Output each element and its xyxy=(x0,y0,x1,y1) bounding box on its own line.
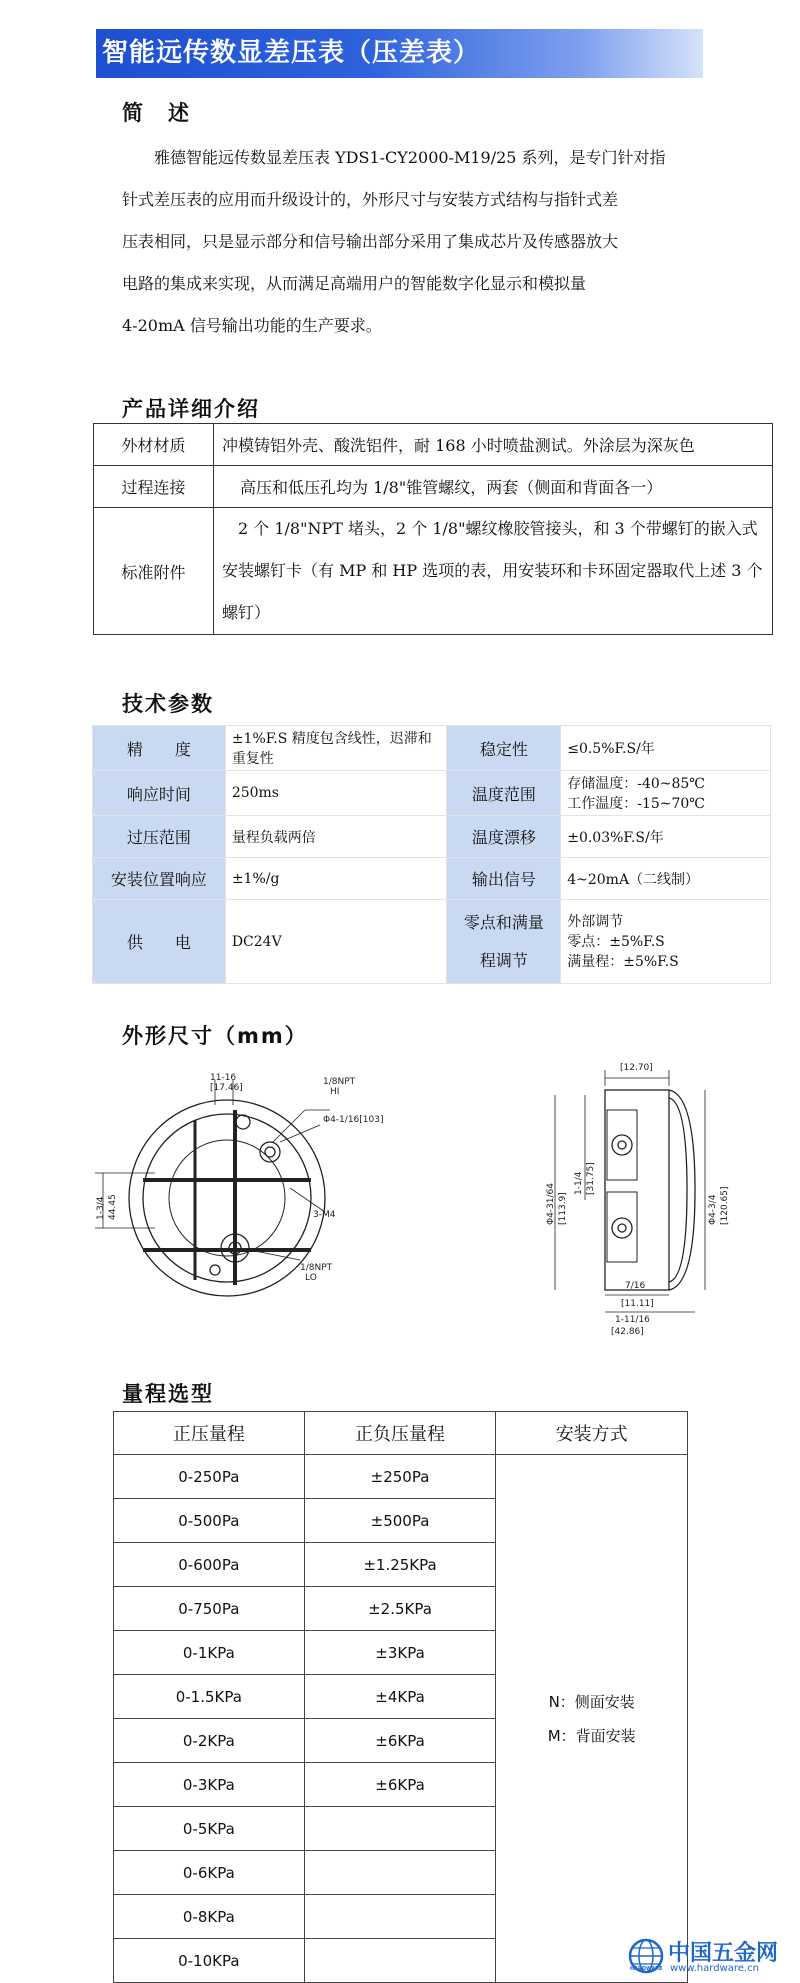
intro-line: 针式差压表的应用而升级设计的，外形尺寸与安装方式结构与指针式差 xyxy=(122,190,619,209)
range-cell: 0-1KPa xyxy=(114,1631,305,1675)
side-view-drawing xyxy=(545,1050,730,1350)
logo-url: www.hardware.cn xyxy=(670,1963,759,1974)
logo-name: 中国五金网 xyxy=(668,1941,779,1966)
column-header: 安装方式 xyxy=(496,1412,688,1455)
table-row xyxy=(114,1455,688,1499)
tech-label: 精 度 xyxy=(93,726,226,771)
tech-value: 量程负载两倍 xyxy=(225,816,447,858)
tech-label-line: 零点和满量 xyxy=(463,912,544,932)
dim-label: 44.45 xyxy=(108,1194,118,1220)
dim-label: LO xyxy=(305,1273,317,1283)
dim-label: HI xyxy=(330,1087,340,1097)
mount-option: M：背面安装 xyxy=(547,1726,636,1745)
outer-ring xyxy=(129,1100,325,1296)
page-title: 智能远传数显差压表（压差表） xyxy=(96,29,703,78)
tech-value xyxy=(561,900,771,984)
table-row xyxy=(94,508,773,635)
table-row xyxy=(93,858,771,900)
range-cell: ±6KPa xyxy=(304,1719,496,1763)
detail-label: 标准附件 xyxy=(94,508,214,635)
range-cell: ±6KPa xyxy=(304,1763,496,1807)
tech-value: ±1%F.S 精度包含线性，迟滞和重复性 xyxy=(225,726,447,771)
range-cell xyxy=(304,1895,496,1939)
range-cell: 0-6KPa xyxy=(114,1851,305,1895)
details-table xyxy=(93,423,773,635)
table-row xyxy=(93,726,771,771)
range-cell: ±250Pa xyxy=(304,1455,496,1499)
range-cell: 0-5KPa xyxy=(114,1807,305,1851)
range-cell: 0-10KPa xyxy=(114,1939,305,1983)
tech-value-line: 工作温度：-15~70℃ xyxy=(567,796,705,812)
dim-label: 1-11/16 xyxy=(615,1315,650,1325)
tech-heading: 技术参数 xyxy=(122,691,214,716)
table-row xyxy=(94,424,773,466)
tech-value: ±0.03%F.S/年 xyxy=(561,816,771,858)
tech-label: 供 电 xyxy=(93,900,226,984)
tech-value: ≤0.5%F.S/年 xyxy=(561,726,771,771)
range-cell: 0-250Pa xyxy=(114,1455,305,1499)
table-header-row xyxy=(114,1412,688,1455)
dim-label: 11-16 xyxy=(210,1073,237,1083)
range-cell xyxy=(304,1807,496,1851)
tech-label xyxy=(447,900,561,984)
column-header: 正压量程 xyxy=(114,1412,305,1455)
detail-value: 高压和低压孔均为 1/8"锥管螺纹，两套（侧面和背面各一） xyxy=(214,466,773,508)
tech-label-line: 程调节 xyxy=(479,950,528,970)
tech-label: 过压范围 xyxy=(93,816,226,858)
tech-value-line: 零点：±5%F.S xyxy=(567,933,665,950)
tech-label: 温度漂移 xyxy=(447,816,561,858)
table-row xyxy=(93,900,771,984)
tech-value: DC24V xyxy=(225,900,447,984)
intro-line: 雅德智能远传数显差压表 YDS1-CY2000-M19/25 系列，是专门针对指 xyxy=(154,148,666,167)
dim-label: [12.70] xyxy=(620,1063,653,1073)
tech-value-line: 满量程：±5%F.S xyxy=(567,953,679,970)
dims-heading: 外形尺寸（mm） xyxy=(122,1024,308,1048)
dim-label: [120.65] xyxy=(720,1186,730,1225)
dim-label: 1/8NPT xyxy=(300,1263,333,1273)
dim-label: 1-1/4 xyxy=(574,1171,584,1195)
range-cell: 0-500Pa xyxy=(114,1499,305,1543)
range-cell: ±1.25KPa xyxy=(304,1543,496,1587)
dim-label: [17.46] xyxy=(210,1083,243,1093)
logo-badge: HARDWARE xyxy=(630,1966,663,1972)
dim-label: Φ4-31/64 xyxy=(546,1183,556,1225)
tech-value: ±1%/g xyxy=(225,858,447,900)
table-row xyxy=(94,466,773,508)
dim-label: Φ4-1/16[103] xyxy=(323,1115,384,1125)
range-cell xyxy=(304,1851,496,1895)
dim-label: 1-3/4 xyxy=(96,1196,106,1220)
dim-label: 1/8NPT xyxy=(323,1077,356,1087)
table-row xyxy=(93,771,771,816)
front-view-drawing xyxy=(95,1070,384,1310)
dim-label: 7/16 xyxy=(625,1281,646,1291)
range-cell: 0-600Pa xyxy=(114,1543,305,1587)
dim-label: [11.11] xyxy=(621,1299,654,1309)
mount-option: N：侧面安装 xyxy=(548,1692,635,1711)
mount-cell xyxy=(496,1455,688,1983)
tech-value-line: 外部调节 xyxy=(567,913,624,930)
tech-label: 温度范围 xyxy=(447,771,561,816)
range-cell xyxy=(304,1939,496,1983)
range-cell: 0-3KPa xyxy=(114,1763,305,1807)
intro-heading: 简 述 xyxy=(122,100,191,125)
detail-label: 外材材质 xyxy=(94,424,214,466)
range-cell: 0-2KPa xyxy=(114,1719,305,1763)
detail-label: 过程连接 xyxy=(94,466,214,508)
range-cell: ±2.5KPa xyxy=(304,1587,496,1631)
intro-line: 压表相同，只是显示部分和信号输出部分采用了集成芯片及传感器放大 xyxy=(122,232,619,251)
range-cell: 0-750Pa xyxy=(114,1587,305,1631)
range-cell: 0-8KPa xyxy=(114,1895,305,1939)
tech-value: 250ms xyxy=(225,771,447,816)
range-table xyxy=(113,1411,688,1983)
tech-label: 输出信号 xyxy=(447,858,561,900)
tech-label: 响应时间 xyxy=(93,771,226,816)
column-header: 正负压量程 xyxy=(304,1412,496,1455)
dim-label: Φ4-3/4 xyxy=(708,1194,718,1225)
range-cell: 0-1.5KPa xyxy=(114,1675,305,1719)
detail-value: 2 个 1/8"NPT 堵头，2 个 1/8"螺纹橡胶管接头，和 3 个带螺钉的嵌入式安装螺钉卡（有 MP 和 HP 选项的表，用安装环和卡环固定器取代上述 3 个螺钉） xyxy=(214,508,773,635)
details-heading: 产品详细介绍 xyxy=(122,396,260,421)
range-cell: ±4KPa xyxy=(304,1675,496,1719)
range-cell: ±500Pa xyxy=(304,1499,496,1543)
tech-label: 安装位置响应 xyxy=(93,858,226,900)
dim-label: [31.75] xyxy=(586,1162,596,1195)
tech-value: 4~20mA（二线制） xyxy=(561,858,771,900)
intro-text xyxy=(122,137,682,347)
intro-line: 4-20mA 信号输出功能的生产要求。 xyxy=(122,316,382,335)
dim-label: [42.86] xyxy=(611,1327,644,1337)
dim-label: [113.9] xyxy=(558,1192,568,1225)
detail-value: 冲模铸铝外壳、酸洗铝件，耐 168 小时喷盐测试。外涂层为深灰色 xyxy=(214,424,773,466)
intro-line: 电路的集成来实现，从而满足高端用户的智能数字化显示和模拟量 xyxy=(122,274,587,293)
table-row xyxy=(93,816,771,858)
tech-value-line: 存储温度：-40~85℃ xyxy=(567,776,705,792)
range-cell: ±3KPa xyxy=(304,1631,496,1675)
tech-value xyxy=(561,771,771,816)
tech-table xyxy=(92,725,771,984)
site-logo xyxy=(628,1938,796,1976)
range-heading: 量程选型 xyxy=(122,1381,214,1406)
dim-label: 3-M4 xyxy=(313,1210,336,1220)
tech-label: 稳定性 xyxy=(447,726,561,771)
